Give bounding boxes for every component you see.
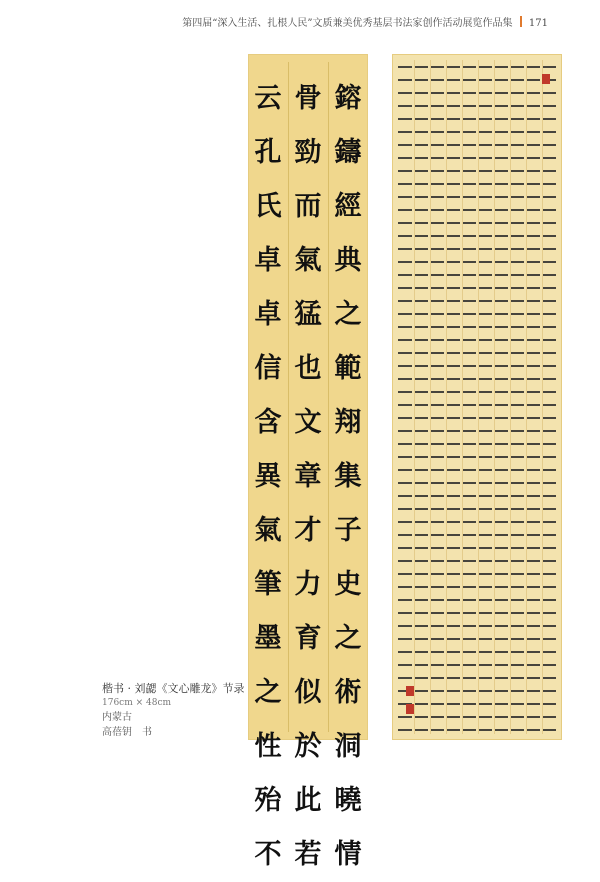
running-header [182, 14, 548, 29]
calligraphy-character: 筆 [254, 569, 282, 600]
small-script-grid [398, 60, 556, 734]
calligraphy-character: 翔 [334, 407, 362, 438]
caption-title: 楷书 · 刘勰《文心雕龙》节录 [102, 682, 245, 695]
calligraphy-column-3 [249, 72, 287, 882]
small-script-column [478, 60, 492, 734]
caption-author: 高蓓钥 书 [102, 727, 152, 738]
calligraphy-character: 洞 [334, 731, 362, 762]
calligraphy-character: 卓 [254, 299, 282, 330]
caption-region: 内蒙古 [102, 712, 132, 723]
calligraphy-character: 範 [334, 353, 362, 384]
seal-stamp [542, 74, 550, 84]
calligraphy-character: 而 [294, 191, 322, 222]
calligraphy-character: 鎔 [334, 83, 362, 114]
calligraphy-character: 也 [294, 353, 322, 384]
calligraphy-character: 集 [334, 461, 362, 492]
small-script-column [542, 60, 556, 734]
calligraphy-character: 之 [334, 299, 362, 330]
small-script-column [494, 60, 508, 734]
page-number: 171 [528, 18, 548, 29]
small-script-column [462, 60, 476, 734]
calligraphy-character: 含 [254, 407, 282, 438]
calligraphy-character: 云 [254, 83, 282, 114]
small-script-column [430, 60, 444, 734]
calligraphy-character: 於 [294, 731, 322, 762]
header-divider [520, 16, 522, 27]
calligraphy-character: 性 [254, 731, 282, 762]
calligraphy-character: 之 [254, 677, 282, 708]
calligraphy-character: 猛 [294, 299, 322, 330]
calligraphy-character: 卓 [254, 245, 282, 276]
calligraphy-character: 似 [294, 677, 322, 708]
small-script-column [414, 60, 428, 734]
calligraphy-character: 氣 [254, 515, 282, 546]
calligraphy-character: 之 [334, 623, 362, 654]
calligraphy-column-1 [329, 72, 367, 882]
calligraphy-character: 才 [294, 515, 322, 546]
calligraphy-character: 墨 [254, 623, 282, 654]
calligraphy-character: 氣 [294, 245, 322, 276]
small-script-column [398, 60, 412, 734]
seal-stamp [406, 704, 414, 714]
calligraphy-scroll-right [392, 54, 562, 740]
small-script-column [446, 60, 460, 734]
calligraphy-character: 情 [334, 839, 362, 870]
calligraphy-character: 曉 [334, 785, 362, 816]
caption-size: 176cm × 48cm [102, 698, 172, 708]
calligraphy-column-2 [289, 72, 327, 882]
calligraphy-character: 異 [254, 461, 282, 492]
calligraphy-character: 不 [254, 839, 282, 870]
calligraphy-character: 力 [294, 569, 322, 600]
calligraphy-character: 信 [254, 353, 282, 384]
calligraphy-scroll-left [248, 54, 368, 870]
calligraphy-character: 典 [334, 245, 362, 276]
calligraphy-character: 史 [334, 569, 362, 600]
seal-stamp [406, 686, 414, 696]
small-script-column [526, 60, 540, 734]
calligraphy-character: 文 [294, 407, 322, 438]
calligraphy-character: 育 [294, 623, 322, 654]
calligraphy-character: 經 [334, 191, 362, 222]
artwork-caption [102, 681, 245, 740]
calligraphy-character: 子 [334, 515, 362, 546]
calligraphy-character: 勁 [294, 137, 322, 168]
calligraphy-character: 殆 [254, 785, 282, 816]
calligraphy-character: 章 [294, 461, 322, 492]
calligraphy-character: 此 [294, 785, 322, 816]
small-script-column [510, 60, 524, 734]
calligraphy-character: 鑄 [334, 137, 362, 168]
calligraphy-character: 氏 [254, 191, 282, 222]
calligraphy-character: 骨 [294, 83, 322, 114]
calligraphy-character: 術 [334, 677, 362, 708]
calligraphy-character: 若 [294, 839, 322, 870]
header-title: 第四届“深入生活、扎根人民”文质兼美优秀基层书法家创作活动展览作品集 [182, 18, 513, 29]
calligraphy-character: 孔 [254, 137, 282, 168]
